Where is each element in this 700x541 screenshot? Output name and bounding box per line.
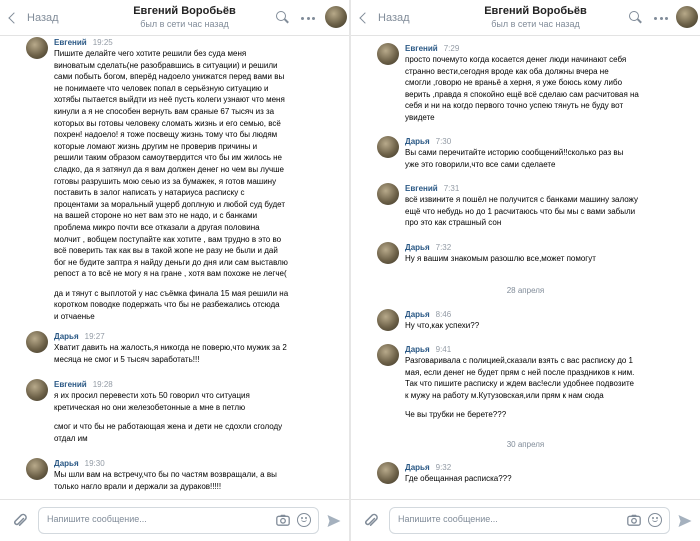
message-author[interactable]: Дарья bbox=[405, 310, 430, 319]
message-time: 7:31 bbox=[443, 184, 460, 193]
contact-avatar[interactable] bbox=[325, 6, 347, 28]
message-text: просто почемуто когда косается денег люди начинают себя странно вести,сегодня вроде как оба должны вчера не смогли ,говорю не враньё а херня, я уже боюсь кому либо верить ,правда я спокойно ещё всё сделаю сам расчитовая на себя и ни на когдо первого точно успею тянуть не буду вот увидете bbox=[405, 55, 639, 122]
message-text: Хватит давить на жалость,я никогда не поверю,что мужик за 2 месяца не смог и 5 тысяч заработать!!! bbox=[54, 343, 287, 364]
message-time: 7:29 bbox=[443, 44, 460, 53]
chevron-left-icon bbox=[359, 12, 370, 23]
message-author[interactable]: Евгений bbox=[54, 380, 87, 389]
back-button[interactable] bbox=[6, 9, 59, 27]
search-icon[interactable] bbox=[276, 11, 289, 24]
message-text: Ну я вашим знакомым разошлю все,может помогут bbox=[405, 254, 596, 263]
message-input[interactable] bbox=[398, 514, 598, 524]
avatar[interactable] bbox=[26, 37, 48, 59]
chat-panel-right bbox=[351, 0, 700, 541]
chat-title[interactable] bbox=[100, 5, 269, 29]
message-text: я их просил перевести хоть 50 говорил что ситуация кретическая но они железобетонные а мне в петлю bbox=[54, 391, 250, 412]
chat-header bbox=[351, 0, 700, 36]
message-author[interactable]: Евгений bbox=[405, 184, 438, 193]
message-author[interactable]: Дарья bbox=[54, 332, 79, 341]
message-item bbox=[377, 43, 682, 124]
message-item bbox=[377, 344, 682, 421]
avatar[interactable] bbox=[26, 379, 48, 401]
avatar[interactable] bbox=[377, 183, 399, 205]
contact-avatar[interactable] bbox=[676, 6, 698, 28]
message-item bbox=[377, 462, 682, 485]
message-author[interactable]: Дарья bbox=[405, 137, 430, 146]
avatar[interactable] bbox=[377, 462, 399, 484]
contact-status: был в сети час назад bbox=[491, 19, 580, 29]
message-author[interactable]: Евгений bbox=[405, 44, 438, 53]
send-icon[interactable] bbox=[326, 513, 342, 529]
message-composer bbox=[0, 499, 349, 541]
message-item bbox=[377, 183, 682, 229]
paperclip-icon[interactable] bbox=[12, 513, 28, 529]
message-author[interactable]: Дарья bbox=[405, 463, 430, 472]
date-separator: 30 апреля bbox=[506, 440, 545, 449]
message-item bbox=[377, 309, 682, 332]
send-icon[interactable] bbox=[677, 513, 693, 529]
message-time: 9:41 bbox=[435, 345, 452, 354]
avatar[interactable] bbox=[377, 242, 399, 264]
message-author[interactable]: Евгений bbox=[54, 38, 87, 47]
more-dots-icon[interactable] bbox=[301, 11, 315, 25]
message-text: Мы шли вам на встречу,что бы по частям возвращали, а вы только нагло врали и держали за дураков!!!!! bbox=[54, 470, 277, 491]
message-list[interactable] bbox=[351, 37, 700, 499]
message-item bbox=[26, 458, 331, 492]
message-item bbox=[26, 379, 331, 444]
smile-icon[interactable] bbox=[648, 513, 662, 527]
message-text: Где обещанная расписка??? bbox=[405, 474, 512, 483]
message-text: да и тянут с выплотой у нас съёмка финала 15 мая решили на коротком поводке подержать что бы не разбежались отсюда и отчаенье bbox=[54, 288, 289, 322]
avatar[interactable] bbox=[377, 43, 399, 65]
message-item bbox=[26, 37, 331, 323]
contact-name: Евгений Воробьёв bbox=[133, 5, 236, 17]
message-text: Пишите делайте чего хотите решили без суда меня виноватым сделать(не разобравшись в ситуации) и решили сами побыть богом, вперёд надоело унижатся перед вами вы не понимаете что человек попал в серьёзную ситуацию и хотябы пытается выйдти из неё пусть колеги узнают что меня кинули а я не способен вернуть вам сраные 67 тысяч из за которых вы готовы человеку сломать жизнь и его семью, всё похрен! надоело! я тоже посвещу жизнь тому что бы людям которые ломают жизнь другим не проверив причины и решили таким образом самоутвердится что бы им жилось не сладко, да я затянул да я вам должен денег но чем вы лучше готовы разрушить мою сеью из за бумажек, я готов машину поставить в залог написать у натариуса расписку с процентами за моральный ущерб доплную и любой суд будет на вашей стороне но нет вам это не надо, и с банками проблема микро почти все отказали а другая половина молчит , вобщем поступайте как хотите , вам трудно в это во всё поверить так как вы в такой жопе не разу не были и дай бог не будите заптра я найду деньги до дня или сам выставлю репост а то всё не могу я на гране , хотя вам похоже не легче( bbox=[54, 49, 288, 279]
message-input-box[interactable] bbox=[389, 507, 670, 534]
message-time: 19:25 bbox=[92, 38, 113, 47]
message-time: 9:32 bbox=[435, 463, 452, 472]
message-input-box[interactable] bbox=[38, 507, 319, 534]
contact-name: Евгений Воробьёв bbox=[484, 5, 587, 17]
message-text: Вы сами перечитайте историю сообщений!!сколько раз вы уже это говорили,что все сами сделаете bbox=[405, 148, 624, 169]
avatar[interactable] bbox=[26, 331, 48, 353]
chat-panel-left bbox=[0, 0, 349, 541]
chevron-left-icon bbox=[8, 12, 19, 23]
message-time: 7:32 bbox=[435, 243, 452, 252]
back-button[interactable] bbox=[357, 9, 410, 27]
message-author[interactable]: Дарья bbox=[405, 345, 430, 354]
message-input[interactable] bbox=[47, 514, 247, 524]
chat-header bbox=[0, 0, 349, 36]
message-author[interactable]: Дарья bbox=[405, 243, 430, 252]
message-time: 19:28 bbox=[92, 380, 113, 389]
smile-icon[interactable] bbox=[297, 513, 311, 527]
message-item bbox=[26, 331, 331, 365]
avatar[interactable] bbox=[26, 458, 48, 480]
message-item bbox=[377, 136, 682, 170]
back-label: Назад bbox=[27, 12, 59, 24]
message-text: Разговаривала с полицией,сказали взять с вас расписку до 1 мая, если денег не будет прям с ней после праздников к ним. Так что пишите расписку и ждем вас!если удобнее подвозите к мужу на работу м.Кутузовская,или прям к нам сюда bbox=[405, 356, 635, 400]
camera-icon[interactable] bbox=[276, 514, 290, 526]
message-composer bbox=[351, 499, 700, 541]
message-text: Че вы трубки не берете??? bbox=[405, 410, 507, 420]
contact-status: был в сети час назад bbox=[140, 19, 229, 29]
avatar[interactable] bbox=[377, 136, 399, 158]
message-time: 19:30 bbox=[84, 459, 105, 468]
date-separator: 28 апреля bbox=[506, 286, 545, 295]
message-time: 19:27 bbox=[84, 332, 105, 341]
more-dots-icon[interactable] bbox=[654, 11, 668, 25]
message-text: смог и что бы не работающая жена и дети не сдохли сголоду отдал им bbox=[54, 422, 283, 443]
search-icon[interactable] bbox=[629, 11, 642, 24]
message-item bbox=[377, 242, 682, 265]
message-text: всё извините я пошёл не получится с банками машину заложу ещё что небудь но до 1 расчитаюсь что бы мы с вами забыли про это как страшный сон bbox=[405, 195, 638, 228]
chat-title[interactable] bbox=[451, 5, 620, 29]
message-list[interactable] bbox=[0, 37, 349, 499]
avatar[interactable] bbox=[377, 344, 399, 366]
message-author[interactable]: Дарья bbox=[54, 459, 79, 468]
paperclip-icon[interactable] bbox=[363, 513, 379, 529]
back-label: Назад bbox=[378, 12, 410, 24]
message-time: 7:30 bbox=[435, 137, 452, 146]
message-text: Ну что,как успехи?? bbox=[405, 321, 480, 330]
avatar[interactable] bbox=[377, 309, 399, 331]
message-time: 8:46 bbox=[435, 310, 452, 319]
camera-icon[interactable] bbox=[627, 514, 641, 526]
